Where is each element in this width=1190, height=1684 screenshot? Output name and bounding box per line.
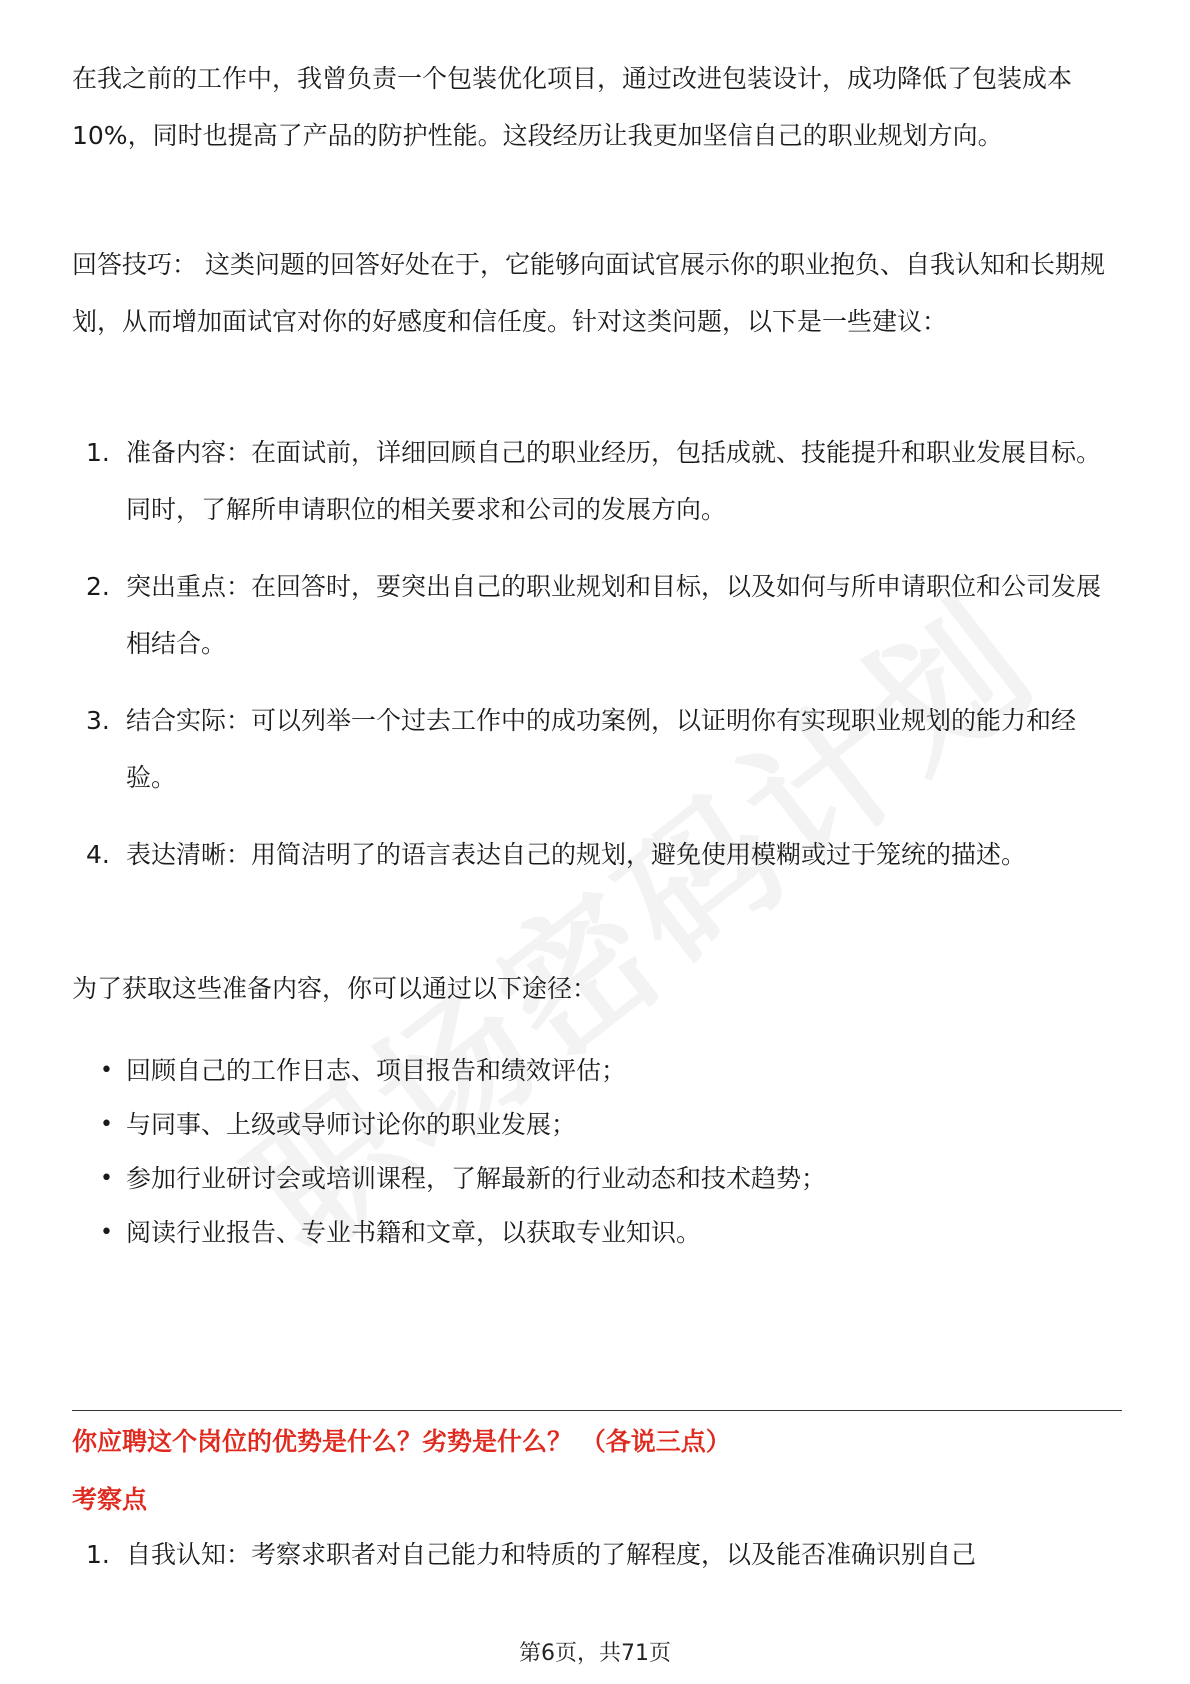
bullet-marker: • — [100, 1058, 113, 1083]
tips-paragraph: 回答技巧： 这类问题的回答好处在于，它能够向面试官展示你的职业抱负、自我认知和长期规划，从而增加面试官对你的好感度和信任度。针对这类问题，以下是一些建议： — [72, 250, 1105, 336]
numbered-item-next — [72, 1526, 1122, 1583]
list-marker: 1. — [86, 1540, 110, 1569]
numbered-item-3 — [72, 692, 1122, 806]
bullet-text: 参加行业研讨会或培训课程，了解最新的行业动态和技术趋势； — [126, 1164, 827, 1193]
bullet-marker: • — [100, 1166, 113, 1191]
bullet-text: 与同事、上级或导师讨论你的职业发展； — [126, 1110, 577, 1139]
list-item-text: 准备内容：在面试前，详细回顾自己的职业经历，包括成就、技能提升和职业发展目标。同时，了解所申请职位的相关要求和公司的发展方向。 — [126, 438, 1102, 524]
numbered-item-2 — [72, 558, 1122, 672]
bullet-item-3 — [72, 1150, 1122, 1207]
bullet-marker: • — [100, 1220, 113, 1245]
bullet-item-1 — [72, 1042, 1122, 1099]
list-item-text: 自我认知：考察求职者对自己能力和特质的了解程度，以及能否准确识别自己 — [126, 1540, 977, 1569]
bullet-text: 回顾自己的工作日志、项目报告和绩效评估； — [126, 1056, 627, 1085]
bullet-text: 阅读行业报告、专业书籍和文章，以获取专业知识。 — [126, 1218, 702, 1247]
page-footer: 第6页，共71页 — [519, 1641, 671, 1666]
list-item-text: 突出重点：在回答时，要突出自己的职业规划和目标，以及如何与所申请职位和公司发展相结合。 — [126, 572, 1102, 658]
question-heading: 你应聘这个岗位的优势是什么？劣势是什么？ （各说三点） — [72, 1427, 731, 1456]
section-divider — [72, 1410, 1122, 1411]
numbered-item-4 — [72, 826, 1122, 883]
bullet-item-2 — [72, 1096, 1122, 1153]
list-marker: 2. — [86, 572, 110, 601]
bullet-marker: • — [100, 1112, 113, 1137]
list-item-text: 表达清晰：用简洁明了的语言表达自己的规划，避免使用模糊或过于笼统的描述。 — [126, 840, 1027, 869]
intro-paragraph: 在我之前的工作中，我曾负责一个包装优化项目，通过改进包装设计，成功降低了包装成本10%，同时也提高了产品的防护性能。这段经历让我更加坚信自己的职业规划方向。 — [72, 64, 1073, 150]
ways-intro: 为了获取这些准备内容，你可以通过以下途径： — [72, 974, 598, 1003]
list-item-text: 结合实际：可以列举一个过去工作中的成功案例，以证明你有实现职业规划的能力和经验。 — [126, 706, 1077, 792]
subheading-kaochadian: 考察点 — [72, 1485, 148, 1514]
list-marker: 3. — [86, 706, 110, 735]
bullet-item-4 — [72, 1204, 1122, 1261]
list-marker: 1. — [86, 438, 110, 467]
list-marker: 4. — [86, 840, 110, 869]
numbered-item-1 — [72, 424, 1122, 538]
